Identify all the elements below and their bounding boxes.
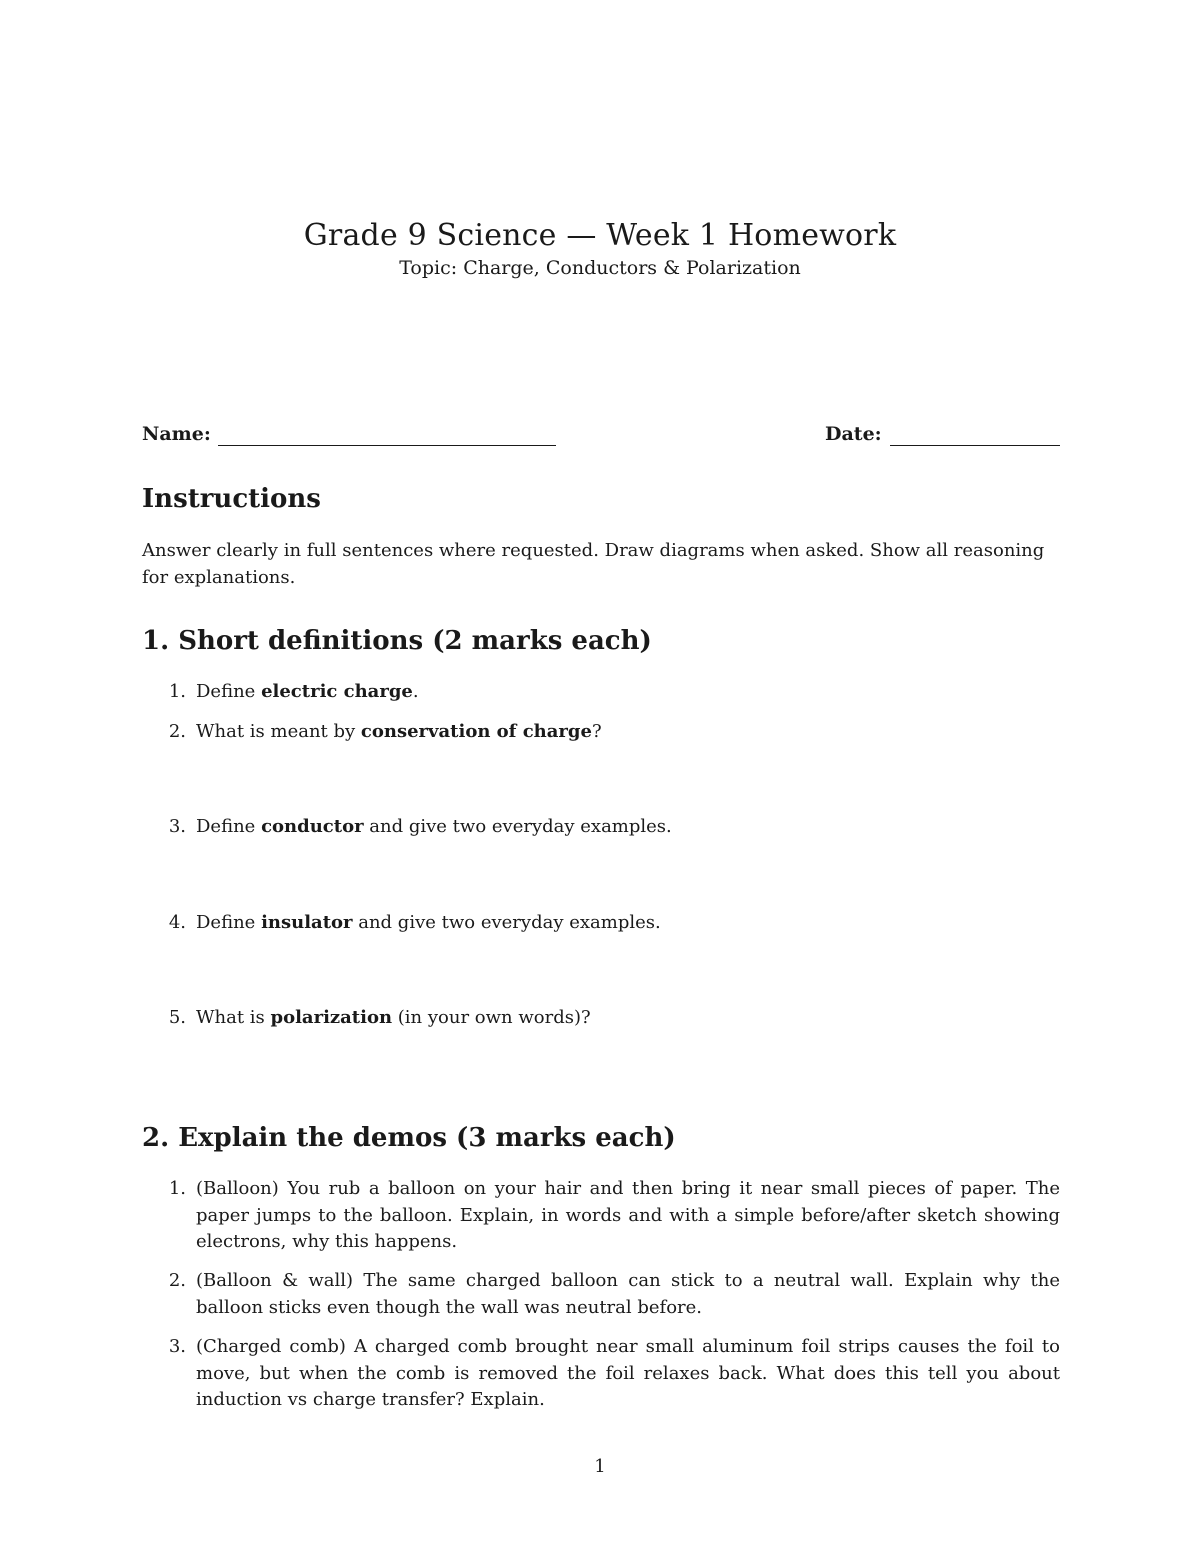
question-number: 1.: [168, 681, 186, 702]
question-text-end: ?: [591, 721, 602, 742]
section-1-question-1: [142, 679, 1060, 706]
question-text: What is: [196, 1007, 271, 1028]
page-subtitle: Topic: Charge, Conductors & Polarization: [399, 257, 801, 279]
page-title: Grade 9 Science — Week 1 Homework: [303, 218, 897, 253]
section-1-heading: 1. Short definitions (2 marks each): [142, 626, 652, 656]
question-term: polarization: [270, 1007, 393, 1028]
name-field-line[interactable]: [218, 445, 556, 446]
question-text: Define: [196, 816, 262, 837]
instructions-heading: Instructions: [142, 484, 321, 514]
question-number: 2.: [168, 1270, 186, 1291]
page-number: 1: [594, 1456, 606, 1477]
question-text: (Balloon) You rub a balloon on your hair and then bring it near small pieces of paper. The paper jumps to the balloon. Explain, in words and with a simple before/after sketch showing electrons, why this happens.: [196, 1178, 1060, 1252]
section-2-heading: 2. Explain the demos (3 marks each): [142, 1123, 676, 1153]
section-1-question-5: [142, 1005, 1060, 1032]
question-term: conservation of charge: [360, 721, 592, 742]
question-text-end: and give two everyday examples.: [363, 816, 672, 837]
section-1-question-4: [142, 910, 1060, 937]
question-text-end: .: [412, 681, 419, 702]
question-term: electric charge: [261, 681, 413, 702]
question-number: 2.: [168, 721, 186, 742]
name-date-row: [142, 423, 1060, 453]
question-text: (Charged comb) A charged comb brought near small aluminum foil strips causes the foil to move, but when the comb is removed the foil relaxes back. What does this tell you about induction vs charge transfer? Explain.: [196, 1336, 1060, 1410]
question-number: 4.: [168, 912, 186, 933]
question-text: Define: [196, 681, 262, 702]
date-label: Date:: [825, 423, 882, 445]
section-2-question-1: [142, 1176, 1060, 1256]
question-text: (Balloon & wall) The same charged balloon can stick to a neutral wall. Explain why the balloon sticks even though the wall was neutral before.: [196, 1270, 1060, 1318]
question-term: insulator: [261, 912, 353, 933]
question-text-end: (in your own words)?: [392, 1007, 591, 1028]
question-number: 5.: [168, 1007, 186, 1028]
instructions-text: Answer clearly in full sentences where requested. Draw diagrams when asked. Show all reasoning for explanations.: [142, 540, 1045, 588]
section-1-question-2: [142, 719, 1060, 746]
date-field-line[interactable]: [890, 445, 1060, 446]
section-2-question-3: [142, 1334, 1060, 1414]
question-number: 3.: [168, 816, 186, 837]
question-text: What is meant by: [196, 721, 361, 742]
section-2-question-2: [142, 1268, 1060, 1321]
question-text: Define: [196, 912, 262, 933]
question-number: 3.: [168, 1336, 186, 1357]
question-number: 1.: [168, 1178, 186, 1199]
question-term: conductor: [261, 816, 364, 837]
section-1-question-3: [142, 814, 1060, 841]
question-text-end: and give two everyday examples.: [352, 912, 661, 933]
name-label: Name:: [142, 423, 211, 445]
